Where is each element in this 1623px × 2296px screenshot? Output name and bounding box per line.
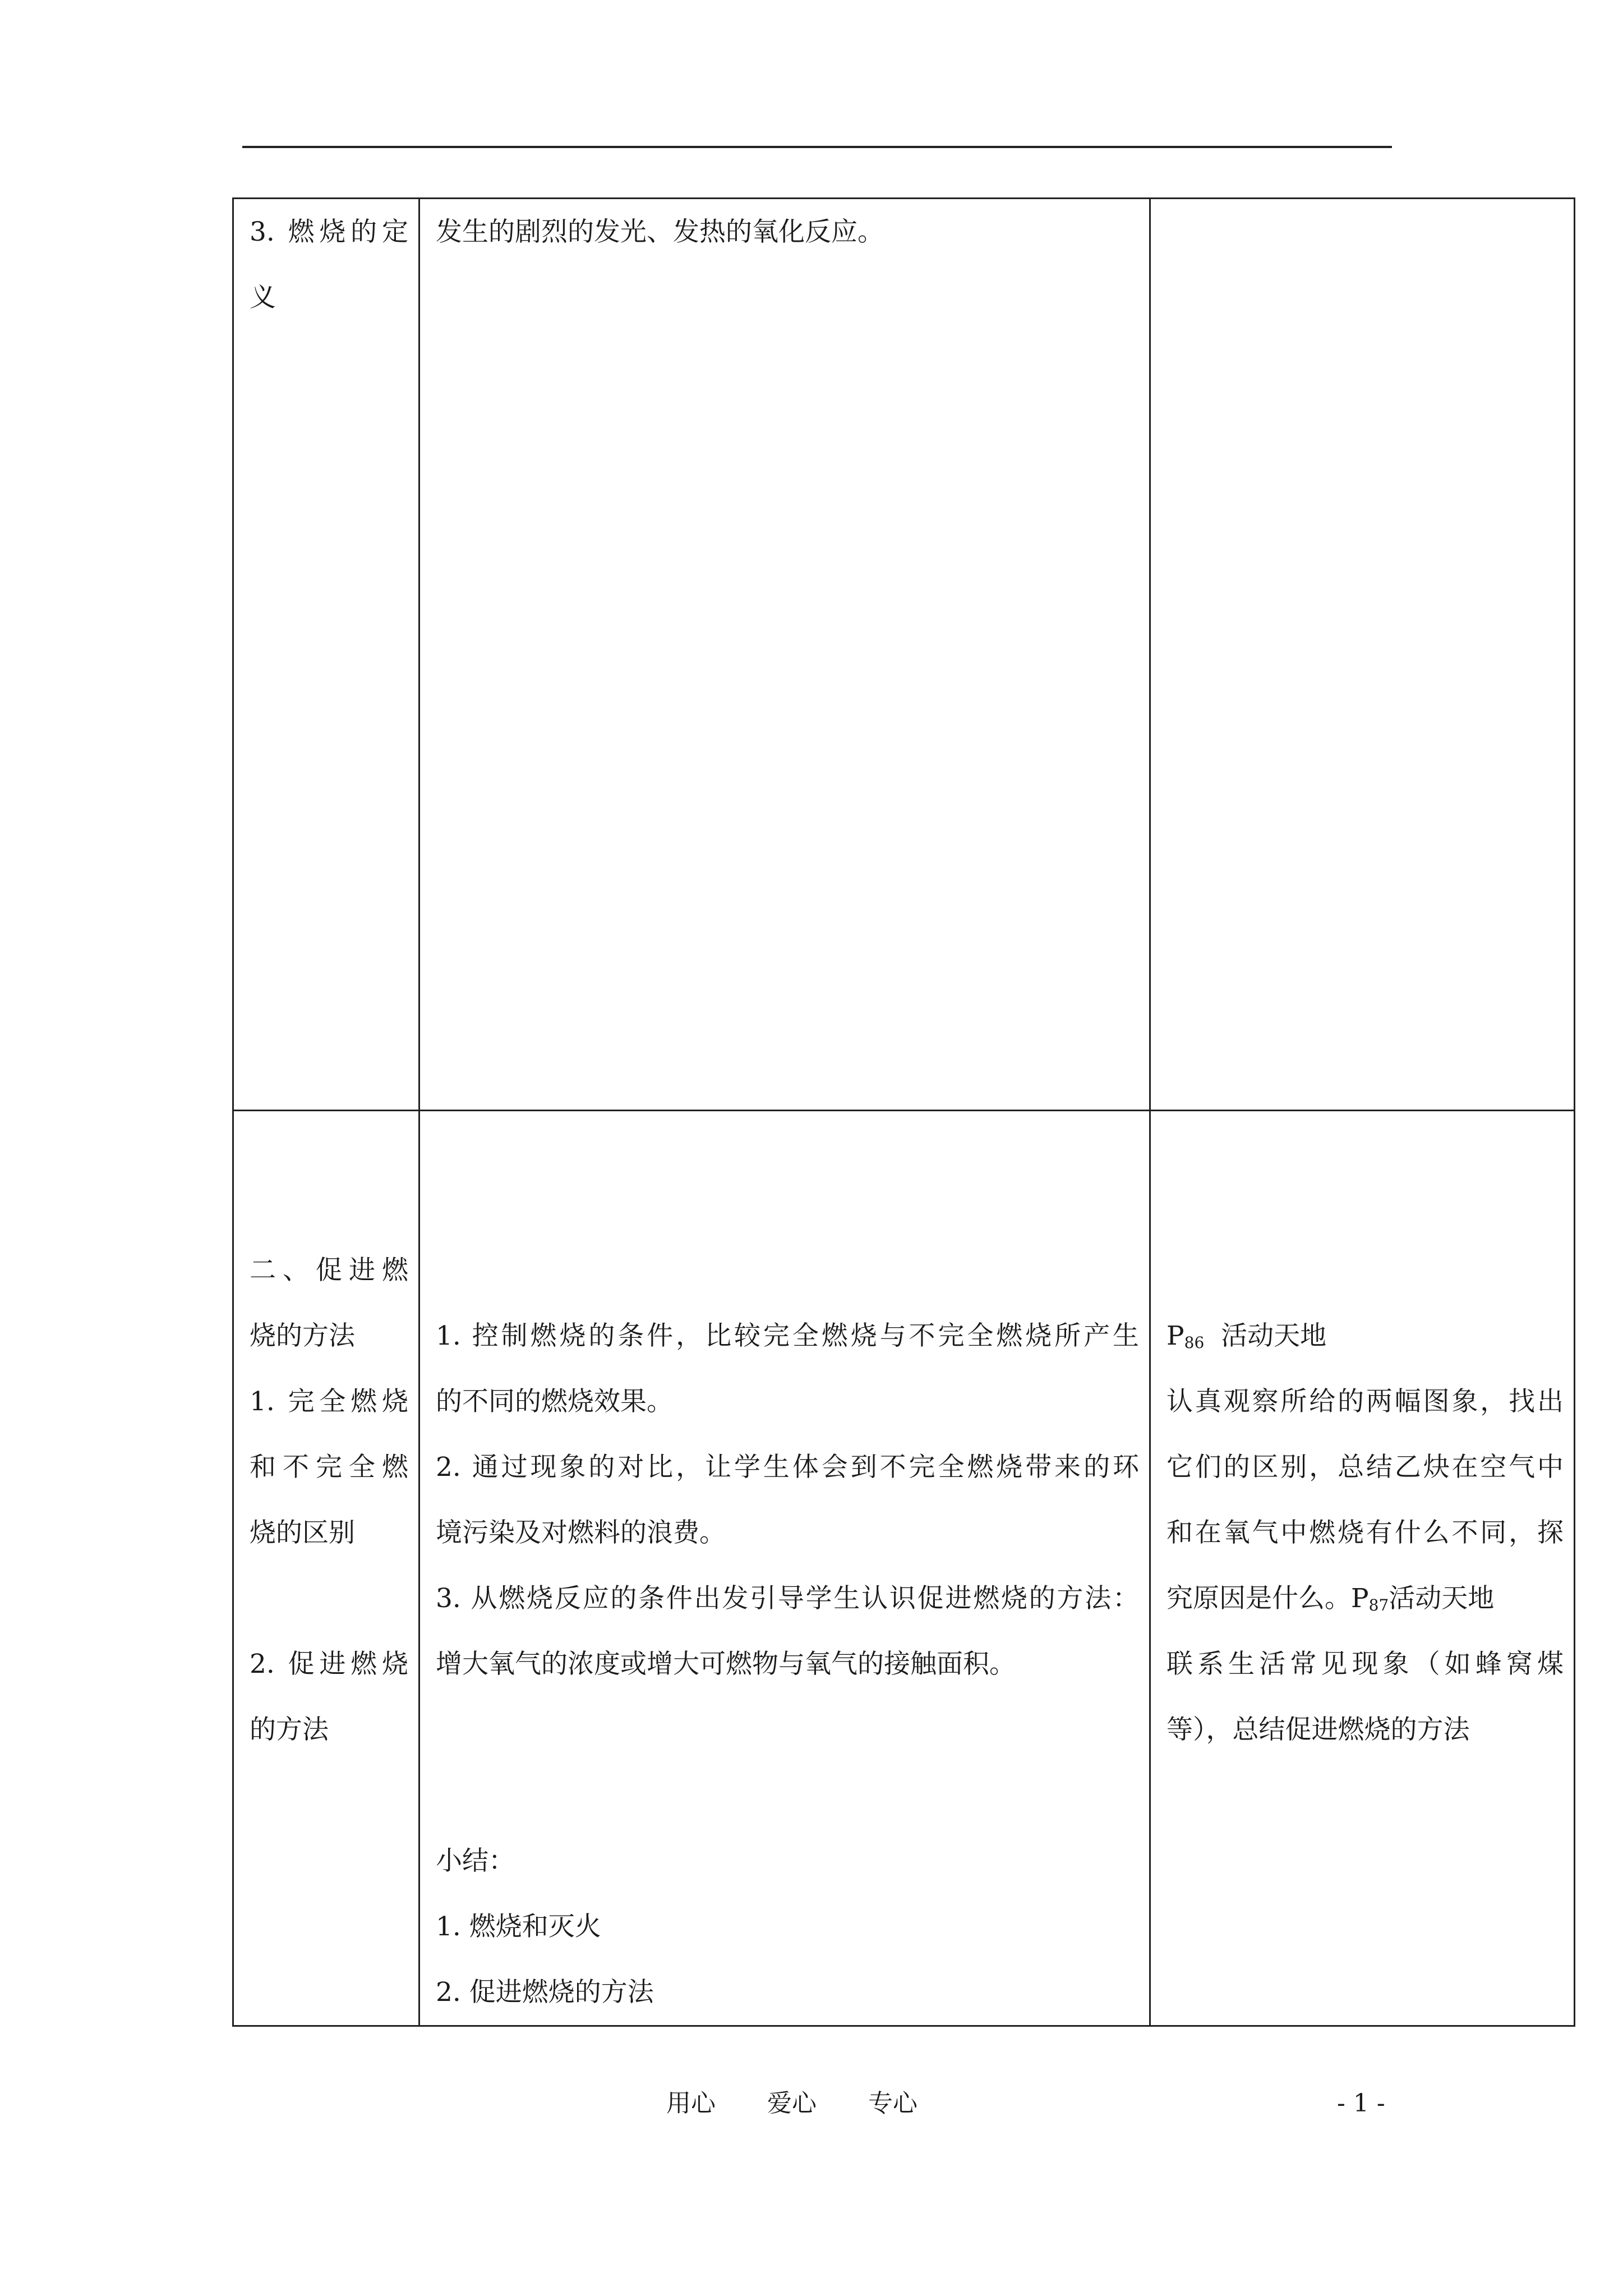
activity-line: 联系生活常见现象（如蜂窝煤 xyxy=(1166,1649,1564,1680)
topic-line: 烧的区别 xyxy=(250,1517,355,1548)
content-line: 增大氧气的浓度或增大可燃物与氧气的接触面积。 xyxy=(436,1649,1016,1680)
summary-item: 1. 燃烧和灭火 xyxy=(436,1911,601,1942)
summary-title: 小结： xyxy=(436,1846,515,1876)
activity-line: 它们的区别，总结乙炔在空气中 xyxy=(1166,1452,1564,1483)
topic-line: 义 xyxy=(250,282,276,313)
topic-line: 的方法 xyxy=(250,1714,329,1745)
blank-line xyxy=(250,1566,408,1631)
topic-line: 3. 燃烧的定 xyxy=(250,217,408,247)
footer-word: 爱心 xyxy=(767,2089,817,2118)
activity-line: 和在氧气中燃烧有什么不同，探 xyxy=(1166,1517,1564,1548)
content-line: 1. 控制燃烧的条件，比较完全燃烧与不完全燃烧所产生 xyxy=(436,1320,1139,1351)
footer-word: 用心 xyxy=(666,2089,716,2118)
blank-line xyxy=(436,1697,1139,1763)
header-rule xyxy=(242,146,1392,148)
topic-cell xyxy=(233,199,419,1111)
page-number: - 1 - xyxy=(1337,2089,1385,2118)
activity-cell xyxy=(1150,199,1575,1111)
footer-word: 专心 xyxy=(868,2089,917,2118)
activity-line: $P_{86}$ 活动天地 xyxy=(1166,1320,1327,1352)
blank-line xyxy=(436,1763,1139,1828)
content-cell xyxy=(419,199,1150,1111)
topic-line: 2. 促进燃烧 xyxy=(250,1649,408,1680)
blank-line xyxy=(1166,1237,1564,1303)
content-line: 的不同的燃烧效果。 xyxy=(436,1386,673,1417)
table-row xyxy=(233,199,1575,1111)
topic-line: 二、促进燃 xyxy=(250,1255,408,1286)
activity-line: 究原因是什么。$P_{87}$活动天地 xyxy=(1166,1583,1495,1614)
topic-line: 烧的方法 xyxy=(250,1320,355,1351)
summary-item: 2. 促进燃烧的方法 xyxy=(436,1977,654,2008)
activity-cell xyxy=(1150,1111,1575,2026)
activity-line: 等），总结促进燃烧的方法 xyxy=(1166,1714,1470,1745)
topic-line: 和不完全燃 xyxy=(250,1452,408,1483)
content-line: 2. 通过现象的对比，让学生体会到不完全燃烧带来的环 xyxy=(436,1452,1139,1483)
table-row xyxy=(233,1111,1575,2026)
content-line: 发生的剧烈的发光、发热的氧化反应。 xyxy=(436,217,884,247)
topic-line: 1. 完全燃烧 xyxy=(250,1386,408,1417)
content-line: 境污染及对燃料的浪费。 xyxy=(436,1517,726,1548)
lesson-plan-table xyxy=(232,197,1575,2027)
topic-cell xyxy=(233,1111,419,2026)
content-cell xyxy=(419,1111,1150,2026)
activity-line: 认真观察所给的两幅图象，找出 xyxy=(1166,1386,1564,1417)
blank-line xyxy=(436,1237,1139,1303)
content-line: 3. 从燃烧反应的条件出发引导学生认识促进燃烧的方法： xyxy=(436,1583,1139,1614)
footer-motto xyxy=(666,2087,969,2120)
